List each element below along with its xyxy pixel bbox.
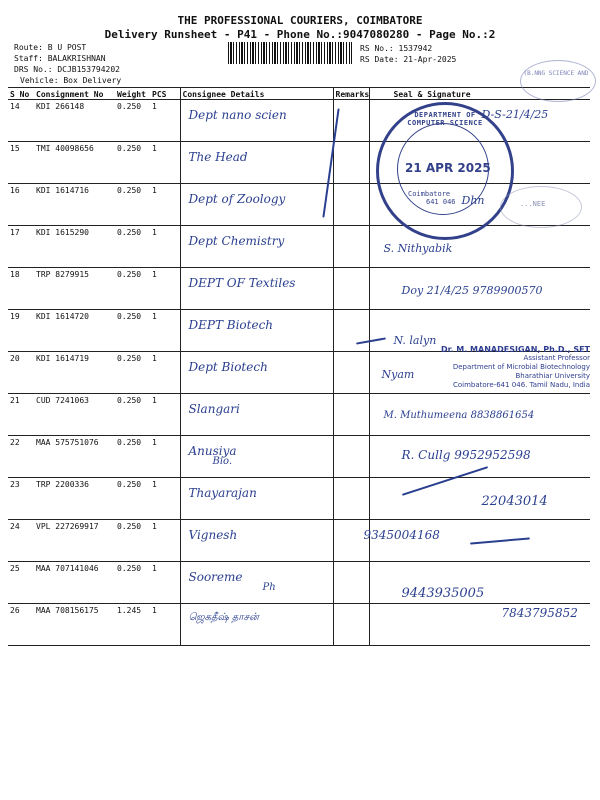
consignee-handwriting-line2: Ph [262,582,276,593]
cell-weight: 0.250 [115,436,150,478]
cell-signature [369,478,590,520]
cell-weight: 0.250 [115,310,150,352]
cell-sno: 23 [8,478,34,520]
signature-handwriting: N. lalyn [393,334,437,347]
faded-stamp-top-right-text: (B.NNG SCIENCE AND [523,70,589,77]
cell-consignment: KDI 266148 [34,100,115,142]
consignee-handwriting-line2: Bio. [212,456,233,467]
faded-stamp-top-right [520,60,596,102]
cell-sno: 15 [8,142,34,184]
cell-remarks [333,562,369,604]
signature-handwriting: 9443935005 [401,586,485,601]
cell-sno: 18 [8,268,34,310]
consignee-handwriting: Dept of Zoology [188,192,286,206]
cell-weight: 0.250 [115,268,150,310]
cell-pcs: 1 [150,394,180,436]
cell-pcs: 1 [150,142,180,184]
cell-sno: 20 [8,352,34,394]
cell-sno: 17 [8,226,34,268]
cell-signature [363,520,590,562]
professor-department: Department of Microbial Biotechnology [452,363,590,371]
signature-handwriting: 9345004168 [363,528,440,542]
route-info: Route: B U POST [14,43,87,52]
cell-signature [369,562,590,604]
department-round-stamp [376,102,514,240]
cell-consignee [180,562,333,604]
col-header-sno: S No [8,88,34,100]
cell-consignee [180,226,333,268]
cell-pcs: 1 [150,604,180,646]
professor-address: Coimbatore-641 046. Tamil Nadu, India [452,381,590,389]
stamp-date: 21 APR 2025 [405,161,491,175]
consignee-handwriting: Anusiya [188,444,237,458]
cell-weight: 0.250 [115,184,150,226]
consignee-handwriting: The Head [188,150,248,164]
cell-consignment: VPL 227269917 [34,520,115,562]
cell-consignment: MAA 575751076 [34,436,115,478]
stamp-city [408,190,456,206]
cell-remarks [333,436,369,478]
cell-pcs: 1 [150,226,180,268]
signature-handwriting: 7843795852 [501,606,578,620]
cell-consignee [180,310,333,352]
barcode [228,42,352,64]
cell-signature [369,436,590,478]
cell-consignee [180,268,333,310]
cell-consignee [180,436,333,478]
cell-pcs: 1 [150,562,180,604]
cell-consignee [180,100,333,142]
cell-consignee [180,184,333,226]
cell-consignee [180,478,333,520]
cell-sno: 16 [8,184,34,226]
cell-remarks [333,604,369,646]
consignee-handwriting: ஜெகதீஷ் தாசன் [188,612,259,623]
signature-handwriting: Nyam [381,368,415,381]
staff-info: Staff: BALAKRISHNAN [14,54,106,63]
rs-date: RS Date: 21-Apr-2025 [360,55,457,64]
col-header-signature: Seal & Signature [369,88,590,100]
cell-sno: 19 [8,310,34,352]
cell-pcs: 1 [150,268,180,310]
table-row [8,394,590,436]
cell-weight: 0.250 [115,478,150,520]
cell-sno: 14 [8,100,34,142]
stamp-city-pin: 641 046 [426,198,456,206]
cell-weight: 1.245 [115,604,150,646]
professor-title: Assistant Professor [523,354,590,362]
cell-remarks [333,352,369,394]
cell-consignee [180,394,333,436]
cell-consignment: MAA 708156175 [34,604,115,646]
table-row [8,478,590,520]
consignee-handwriting: Thayarajan [188,486,257,500]
cell-pcs: 1 [150,478,180,520]
cell-consignee [180,352,333,394]
cell-weight: 0.250 [115,562,150,604]
vehicle-info: Vehicle: Box Delivery [20,76,122,85]
cell-consignment: CUD 7241063 [34,394,115,436]
cell-sno: 25 [8,562,34,604]
signature-handwriting: S. Nithyabik [383,242,453,255]
consignee-handwriting: Sooreme [188,570,243,584]
cell-consignment: KDI 1614720 [34,310,115,352]
cell-weight: 0.250 [115,520,150,562]
professor-university: Bharathiar University [515,372,590,380]
table-row [8,604,590,646]
cell-signature [369,268,590,310]
cell-signature [369,604,590,646]
cell-remarks [333,478,369,520]
cell-weight: 0.250 [115,100,150,142]
col-header-remarks: Remarks [333,88,369,100]
table-row [8,562,590,604]
cell-sno: 24 [8,520,34,562]
cell-sno: 26 [8,604,34,646]
cell-pcs: 1 [150,310,180,352]
cell-weight: 0.250 [115,394,150,436]
signature-handwriting: R. Cullg 9952952598 [401,448,531,462]
cell-consignment: KDI 1615290 [34,226,115,268]
stamp-ring-text: DEPARTMENT OF COMPUTER SCIENCE [407,111,483,127]
signature-handwriting: 22043014 [481,494,548,509]
cell-pcs: 1 [150,436,180,478]
col-header-weight: Weight [115,88,150,100]
cell-weight: 0.250 [115,352,150,394]
company-title: THE PROFESSIONAL COURIERS, COIMBATORE [177,14,423,27]
cell-consignment: TMI 40098656 [34,142,115,184]
professor-name: Dr. M. MANADESIGAN, Ph.D., SET [441,345,590,354]
cell-remarks [333,226,369,268]
cell-sno: 22 [8,436,34,478]
table-header-row [8,88,590,100]
drs-info: DRS No.: DCJB153794202 [14,65,120,74]
table-row [8,268,590,310]
cell-remarks [333,184,369,226]
cell-consignment: TRP 2200336 [34,478,115,520]
consignee-handwriting: Vignesh [188,528,238,542]
col-header-consignment: Consignment No [34,88,115,100]
consignee-handwriting: Dept Biotech [188,360,268,374]
col-header-consignee: Consignee Details [180,88,333,100]
cell-pcs: 1 [150,184,180,226]
consignee-handwriting: Slangari [188,402,240,416]
table-row [8,436,590,478]
cell-remarks [333,142,369,184]
rs-number: RS No.: 1537942 [360,44,433,53]
runsheet-title: Delivery Runsheet - P41 - Phone No.:9047080280 - Page No.:2 [104,28,496,41]
cell-pcs: 1 [150,100,180,142]
professor-stamp [390,345,590,390]
consignee-handwriting: DEPT OF Textiles [188,276,296,290]
stamp-city-name: Coimbatore [408,190,451,198]
signature-handwriting: Dhn [461,194,485,207]
cell-consignment: KDI 1614719 [34,352,115,394]
signature-handwriting: M. Muthumeena 8838861654 [383,410,535,421]
table-row [8,226,590,268]
cell-signature [369,394,590,436]
cell-sno: 21 [8,394,34,436]
cell-weight: 0.250 [115,226,150,268]
cell-remarks [333,394,369,436]
faded-stamp-right-text: ...NEE [520,200,546,208]
cell-consignee [180,142,333,184]
signature-handwriting: D-S-21/4/25 [481,108,549,121]
cell-remarks [333,100,369,142]
cell-pcs: 1 [150,520,180,562]
consignee-handwriting: Dept Chemistry [188,234,285,248]
cell-weight: 0.250 [115,142,150,184]
cell-pcs: 1 [150,352,180,394]
cell-remarks [333,268,369,310]
cell-consignee [180,604,333,646]
cell-consignee [180,520,333,562]
cell-consignment: KDI 1614716 [34,184,115,226]
cell-signature [369,226,590,268]
consignee-handwriting: Dept nano scien [188,108,287,122]
signature-handwriting: Doy 21/4/25 9789900570 [401,284,543,297]
cell-remarks [333,310,369,352]
cell-consignment: TRP 8279915 [34,268,115,310]
cell-consignment: MAA 707141046 [34,562,115,604]
consignee-handwriting: DEPT Biotech [188,318,274,332]
col-header-pcs: PCS [150,88,180,100]
